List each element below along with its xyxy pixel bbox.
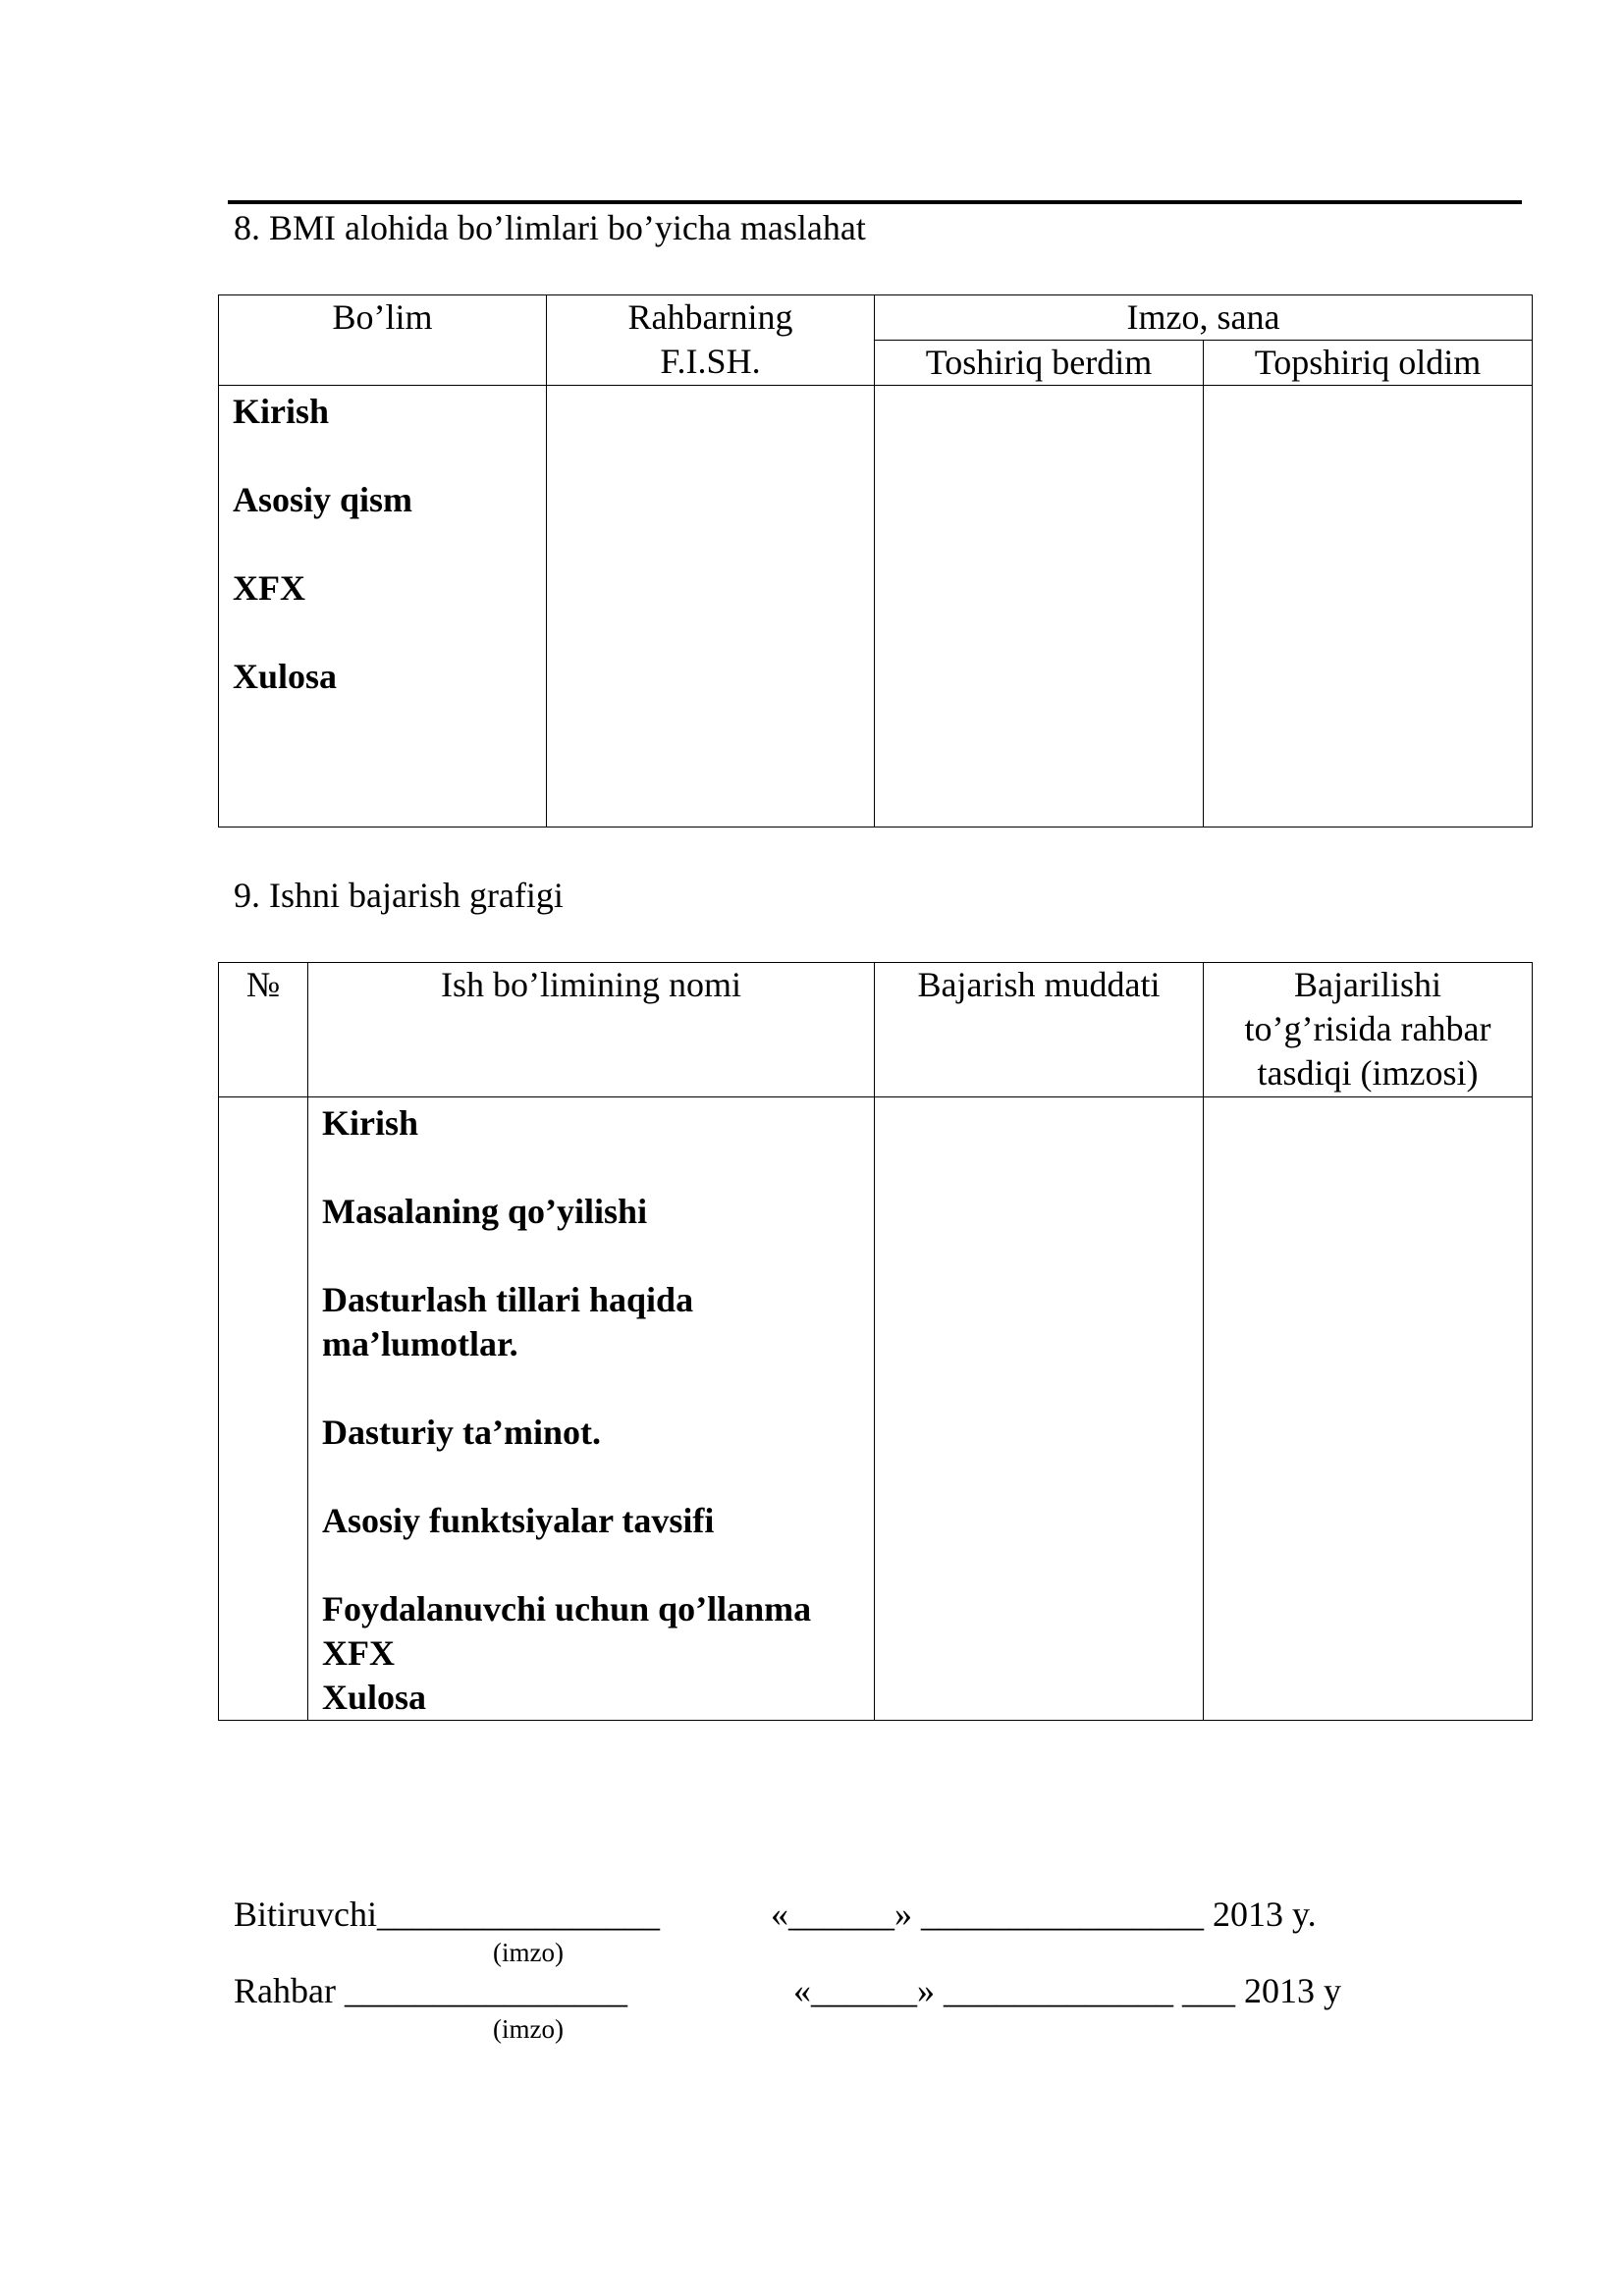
list-item: XFX bbox=[233, 568, 305, 608]
graduate-signature-caption: (imzo) bbox=[493, 1938, 564, 1967]
header-work-name: Ish bo’limining nomi bbox=[308, 963, 875, 1097]
section-8-title: 8. BMI alohida bo’limlari bo’yicha maslahat bbox=[234, 208, 866, 247]
header-number: № bbox=[219, 963, 308, 1097]
leader-name-cell[interactable] bbox=[547, 386, 875, 828]
consultation-table bbox=[218, 294, 1533, 828]
header-sign-date: Imzo, sana bbox=[875, 295, 1533, 341]
graduate-date-line[interactable]: «______» ________________ 2013 y. bbox=[771, 1895, 1317, 1934]
header-task-given: Toshiriq berdim bbox=[875, 341, 1204, 386]
schedule-table bbox=[218, 962, 1533, 1721]
list-item: Kirish bbox=[322, 1103, 419, 1143]
header-section: Bo’lim bbox=[219, 295, 547, 386]
task-given-cell[interactable] bbox=[875, 386, 1204, 828]
top-rule bbox=[228, 200, 1522, 204]
task-received-cell[interactable] bbox=[1204, 386, 1533, 828]
list-item: Dasturiy ta’minot. bbox=[322, 1413, 601, 1452]
leader-date-line[interactable]: «______» _____________ ___ 2013 y bbox=[793, 1971, 1341, 2010]
list-item: Masalaning qo’yilishi bbox=[322, 1192, 648, 1231]
header-approval: Bajarilishi to’g’risida rahbar tasdiqi (imzosi) bbox=[1204, 963, 1533, 1097]
list-item: Xulosa bbox=[322, 1678, 427, 1717]
header-task-received: Topshiriq oldim bbox=[1204, 341, 1533, 386]
list-item: Dasturlash tillari haqida bbox=[322, 1280, 694, 1319]
approval-cell[interactable] bbox=[1204, 1097, 1533, 1721]
list-item: ma’lumotlar. bbox=[322, 1324, 518, 1363]
list-item: Asosiy qism bbox=[233, 480, 413, 519]
list-item: Foydalanuvchi uchun qo’llanma bbox=[322, 1589, 812, 1629]
work-items-cell bbox=[308, 1097, 875, 1721]
header-leader-name: Rahbarning F.I.SH. bbox=[547, 295, 875, 386]
leader-signature-caption: (imzo) bbox=[493, 2014, 564, 2044]
list-item: Asosiy funktsiyalar tavsifi bbox=[322, 1501, 715, 1540]
header-deadline: Bajarish muddati bbox=[875, 963, 1204, 1097]
deadline-cell[interactable] bbox=[875, 1097, 1204, 1721]
section-9-title: 9. Ishni bajarish grafigi bbox=[234, 876, 564, 915]
list-item: XFX bbox=[322, 1633, 395, 1673]
list-item: Kirish bbox=[233, 392, 330, 431]
list-item: Xulosa bbox=[233, 657, 338, 696]
number-cell[interactable] bbox=[219, 1097, 308, 1721]
graduate-signature-line[interactable]: Bitiruvchi________________ bbox=[234, 1895, 660, 1934]
sections-cell bbox=[219, 386, 547, 828]
leader-signature-line[interactable]: Rahbar ________________ bbox=[234, 1971, 627, 2010]
